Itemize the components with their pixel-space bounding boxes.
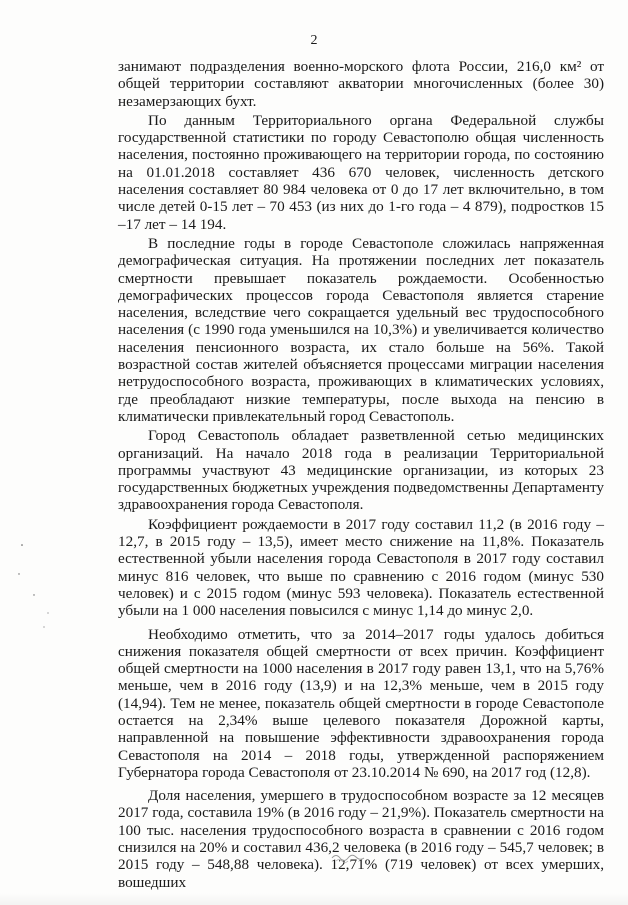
paragraph-2: По данным Территориального органа Федеральной службы государственной статистики по городу Севастополю общая численность населения, постоянно проживающего на территории города, по состоянию на 01.01.2018 составляет 436 670 человек, численность детского населения составляет 80 984 человека от 0 до 17 лет включительно, в том числе детей 0-15 лет – 70 453 (из них до 1-го года – 4 879), подростков 15 –17 лет – 14 194. (118, 111, 604, 233)
scan-speck (18, 573, 19, 574)
scan-speck (43, 626, 44, 627)
scan-edge-shadow (0, 893, 628, 905)
document-body (118, 58, 604, 891)
scan-speck (21, 544, 23, 546)
paragraph-4: Город Севастополь обладает разветвленной сетью медицинских организаций. На начало 2018 года в реализации Территориальной программы участвуют 43 медицинские организации, из которых 23 государственных бюджетных учреждения подведомственны Департаменту здравоохранения города Севастополя. (118, 427, 604, 514)
paragraph-5: Коэффициент рождаемости в 2017 году составил 11,2 (в 2016 году – 12,7, в 2015 году – 13,5), имеет место снижение на 11,8%. Показатель естественной убыли населения города Севастополя в 2017 году составил минус 816 человек, что выше по сравнению с 2016 годом (минус 530 человек) и с 2015 годом (минус 593 человека). Показатель естественной убыли на 1 000 населения повысился с минус 1,14 до минус 2,0. (118, 515, 604, 620)
paragraph-3: В последние годы в городе Севастополе сложилась напряженная демографическая ситуация. На протяжении последних лет показатель смертности превышает показатель рождаемости. Особенностью демографических процессов города Севастополя является старение населения, вследствие чего сокращается удельный вес трудоспособного населения (с 1990 года уменьшился на 10,3%) и увеличивается количество населения пенсионного возраста, их стало больше на 56%. Такой возрастной состав жителей объясняется процессами миграции населения нетрудоспособного возраста, проживающих в климатических условиях, где преобладают низкие температуры, после выхода на пенсию в климатически привлекательный город Севастополь. (118, 234, 604, 425)
paragraph-7: Доля населения, умершего в трудоспособном возрасте за 12 месяцев 2017 года, составила 19% (в 2016 году – 21,9%). Показатель смертности на 100 тыс. населения трудоспособного возраста в сравнении с 2016 годом снизился на 20% и составил 436,2 человека (в 2016 году – 545,7 человек; в 2015 году – 548,88 человека). 12,71% (719 человек) от всех умерших, вошедших (118, 787, 604, 891)
paragraph-6: Необходимо отметить, что за 2014–2017 годы удалось добиться снижения показателя общей смертности от всех причин. Коэффициент общей смертности на 1000 населения в 2017 году равен 13,1, что на 5,76% меньше, чем в 2016 году (13,9) и на 12,3% меньше, чем в 2015 году (14,94). Тем не менее, показатель общей смертности в городе Севастополе остается на 2,34% выше целевого показателя Дорожной карты, направленной на повышение эффективности здравоохранения города Севастополя на 2014 – 2018 годы, утвержденной распоряжением Губернатора города Севастополя от 23.10.2014 № 690, на 2017 год (12,8). (118, 625, 604, 781)
scan-speck (47, 612, 48, 613)
faint-stamp-mark (330, 850, 370, 864)
page-number: 2 (310, 33, 318, 48)
scan-speck (33, 594, 34, 595)
paragraph-1: занимают подразделения военно-морского флота России, 216,0 км² от общей территории составляют акватории многочисленных (более 30) незамерзающих бухт. (118, 58, 604, 110)
